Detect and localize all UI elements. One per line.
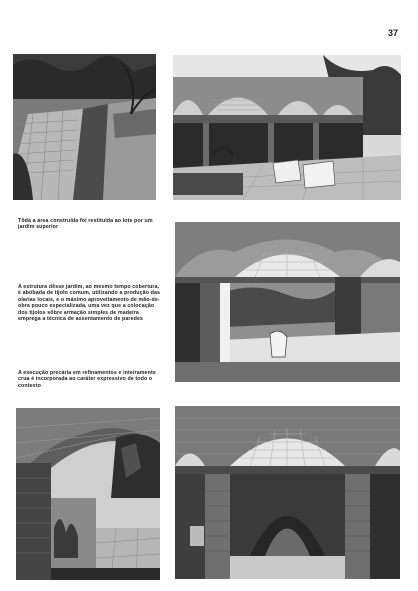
photo-arched-facade-terrace <box>173 55 401 200</box>
photo-arch-lattice-screen <box>175 406 400 579</box>
caption-execution: A execução precária em refinamentos e inteiramente crua é incorporada ao caráter expressivo de todo o contexto <box>18 370 156 389</box>
photo-brick-arch-passage <box>16 408 160 580</box>
caption-structure: A estrutura dêsse jardim, ao mesmo tempo cobertura, é abóbada de tijolo comum, utilizando a produção das olarias locais, e o máximo aproveitamento de mão-de-obra pouco especializada, uma vez que a colocação dos tijolos sôbre armação simples de madeira emprega a técnica de assentamento de paredes <box>18 284 161 323</box>
page-number: 37 <box>387 28 398 38</box>
photo-vaulted-interior <box>175 222 400 382</box>
photo-rooftop-garden <box>13 54 156 200</box>
caption-garden: Tôda a área construída foi restituída ao lote por um jardim superior <box>18 218 153 231</box>
